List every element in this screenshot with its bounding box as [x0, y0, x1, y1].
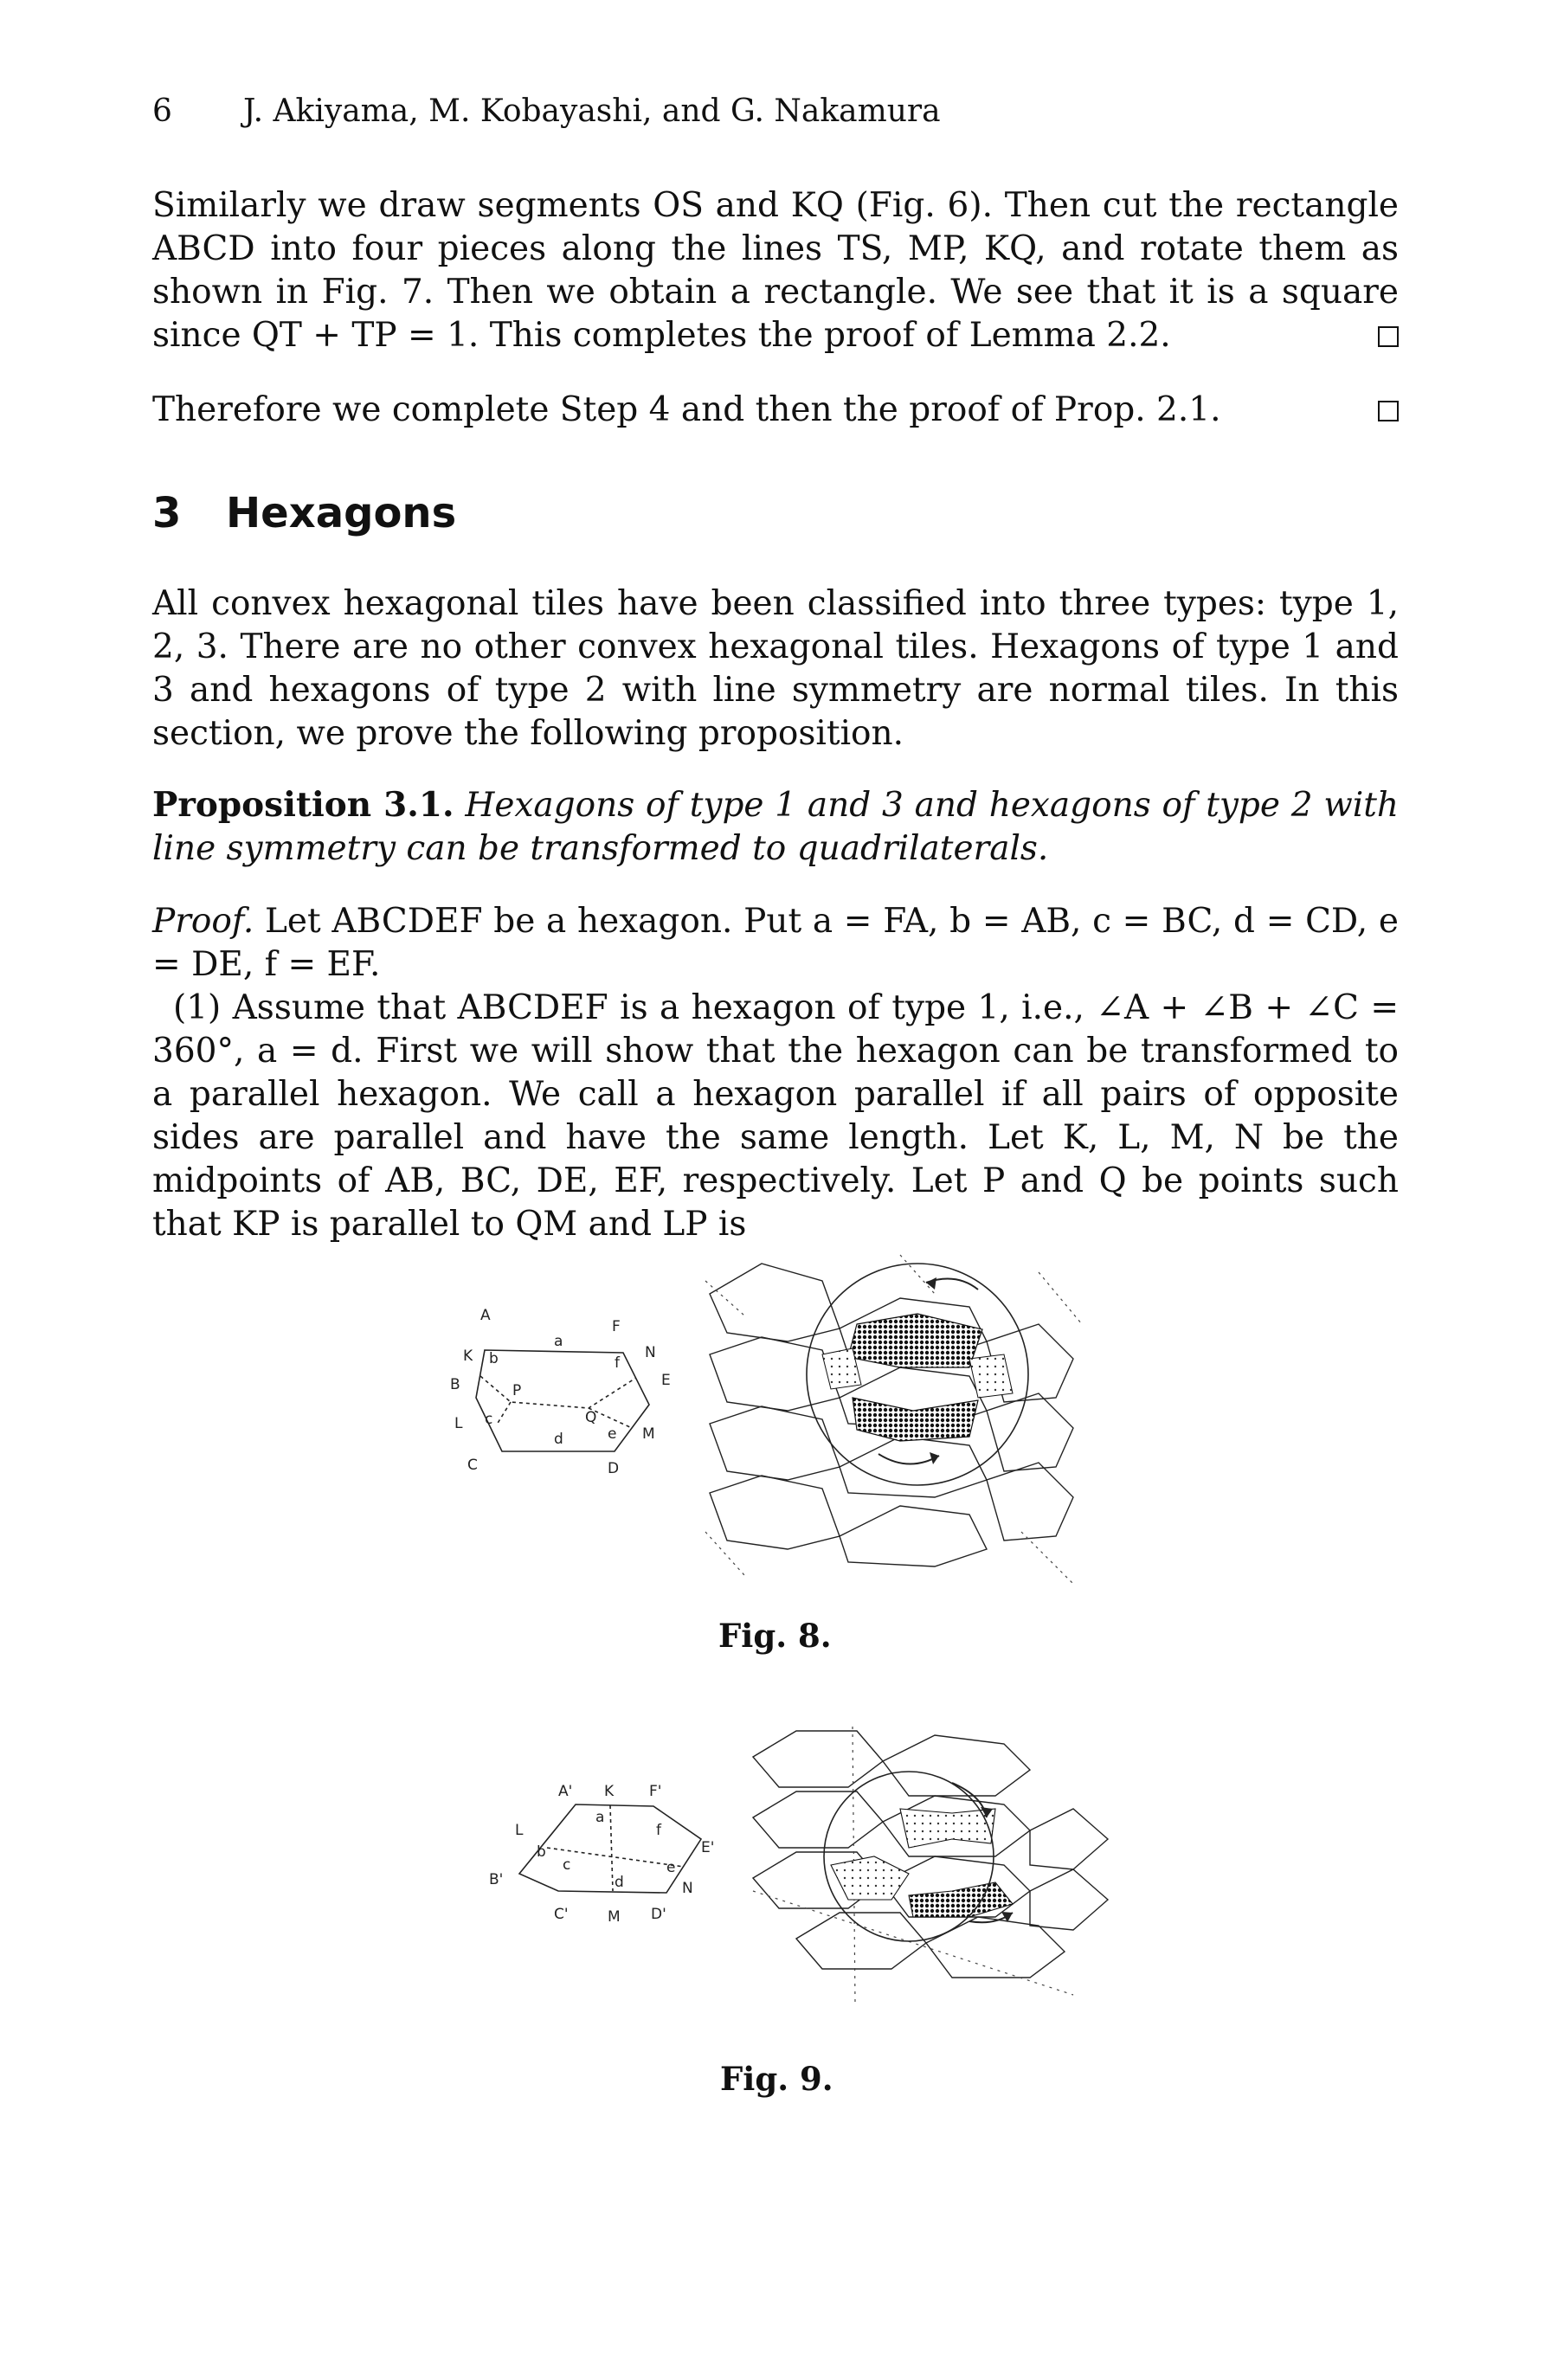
label-c: c: [485, 1411, 493, 1428]
label-Q: Q: [585, 1409, 597, 1426]
label-N: N: [682, 1880, 693, 1897]
page-number: 6: [152, 93, 172, 129]
paragraph-step-4: [152, 389, 1399, 432]
qed-symbol: [1378, 401, 1399, 421]
label-e: e: [666, 1859, 676, 1876]
label-b: b: [537, 1843, 546, 1861]
label-e: e: [608, 1425, 617, 1443]
label-E-prime: E': [701, 1839, 715, 1856]
label-E: E: [661, 1372, 671, 1389]
label-K: K: [604, 1783, 615, 1800]
label-a: a: [554, 1333, 563, 1350]
proof-label: Proof.: [152, 902, 254, 941]
section-title: Hexagons: [226, 489, 457, 537]
qed-symbol: [1378, 326, 1399, 347]
figure-8-caption: Fig. 8.: [718, 1617, 832, 1655]
label-f: f: [656, 1822, 661, 1839]
arrowhead-icon: [926, 1277, 936, 1290]
label-D-prime: D': [651, 1906, 666, 1923]
paragraph-text: All convex hexagonal tiles have been classified into three types: type 1, 2, 3. There are no other convex hexagonal tiles. Hexagons of type 1 and 3 and hexagons of type 2 with line symmetry are normal tiles. In this section, we prove the following proposition.: [152, 584, 1399, 753]
arrowhead-icon: [930, 1452, 939, 1464]
label-b: b: [489, 1350, 499, 1367]
figure-9: [467, 1727, 1125, 2021]
paragraph-lemma-end: [152, 184, 1399, 357]
paragraph-type-1: [152, 987, 1399, 1246]
authors: J. Akiyama, M. Kobayashi, and G. Nakamura: [243, 93, 941, 129]
shaded-piece-top: [848, 1314, 982, 1367]
shaded-piece-bottom: [853, 1398, 978, 1441]
label-d: d: [615, 1874, 624, 1891]
label-C-prime: C': [554, 1906, 569, 1923]
proof-paragraph: [152, 900, 1399, 987]
label-M: M: [642, 1425, 655, 1443]
figure-9-caption: Fig. 9.: [720, 2060, 833, 2098]
proposition-body: Hexagons of type 1 and 3 and hexagons of type 2 with line symmetry can be transformed to quadrilaterals.: [152, 786, 1399, 868]
running-header: [152, 93, 941, 129]
label-M: M: [608, 1908, 621, 1926]
paragraph-text: Therefore we complete Step 4 and then the proof of Prop. 2.1.: [152, 390, 1221, 429]
dotted-region-upper: [900, 1809, 995, 1848]
dotted-region-left: [831, 1856, 909, 1900]
label-C: C: [467, 1457, 478, 1474]
label-D: D: [608, 1460, 620, 1477]
proof-text: Let ABCDEF be a hexagon. Put a = FA, b = AB, c = BC, d = CD, e = DE, f = EF.: [152, 902, 1399, 984]
label-A: A: [480, 1307, 491, 1324]
section-number: 3: [152, 489, 182, 537]
paragraph-text: (1) Assume that ABCDEF is a hexagon of type 1, i.e., ∠A + ∠B + ∠C = 360°, a = d. First we will show that the hexagon can be transformed to a parallel hexagon. We call a hexagon parallel if all pairs of opposite sides are parallel and have the same length. Let K, L, M, N be the midpoints of AB, BC, DE, EF, respectively. Let P and Q be points such that KP is parallel to QM and LP is: [152, 988, 1399, 1244]
figure-8: [415, 1246, 1125, 1592]
proposition: [152, 783, 1399, 871]
label-A-prime: A': [558, 1783, 573, 1800]
parallel-hexagon: [519, 1804, 701, 1893]
label-B: B: [450, 1376, 460, 1393]
label-K: K: [463, 1348, 473, 1365]
paragraph-text: Similarly we draw segments OS and KQ (Fig. 6). Then cut the rectangle ABCD into four pieces along the lines TS, MP, KQ, and rotate them as shown in Fig. 7. Then we obtain a rectangle. We see that it is a square since QT + TP = 1. This completes the proof of Lemma 2.2.: [152, 186, 1399, 355]
label-L: L: [454, 1415, 463, 1432]
parallel-hexagon-tiling: [753, 1731, 1108, 1978]
label-f: f: [615, 1354, 620, 1372]
proposition-label: Proposition 3.1.: [152, 785, 454, 825]
label-d: d: [554, 1431, 563, 1448]
dotted-piece-right: [969, 1354, 1013, 1398]
dense-region-lower: [909, 1882, 1013, 1917]
label-L: L: [515, 1822, 524, 1839]
label-c: c: [563, 1856, 571, 1874]
section-heading: [152, 489, 456, 537]
label-F: F: [612, 1318, 621, 1335]
paragraph-intro: [152, 582, 1399, 756]
label-a: a: [595, 1809, 605, 1826]
label-P: P: [512, 1382, 522, 1399]
rotation-arrow-icon: [878, 1454, 939, 1464]
label-B-prime: B': [489, 1871, 504, 1888]
label-N: N: [645, 1344, 656, 1361]
label-F-prime: F': [649, 1783, 662, 1800]
